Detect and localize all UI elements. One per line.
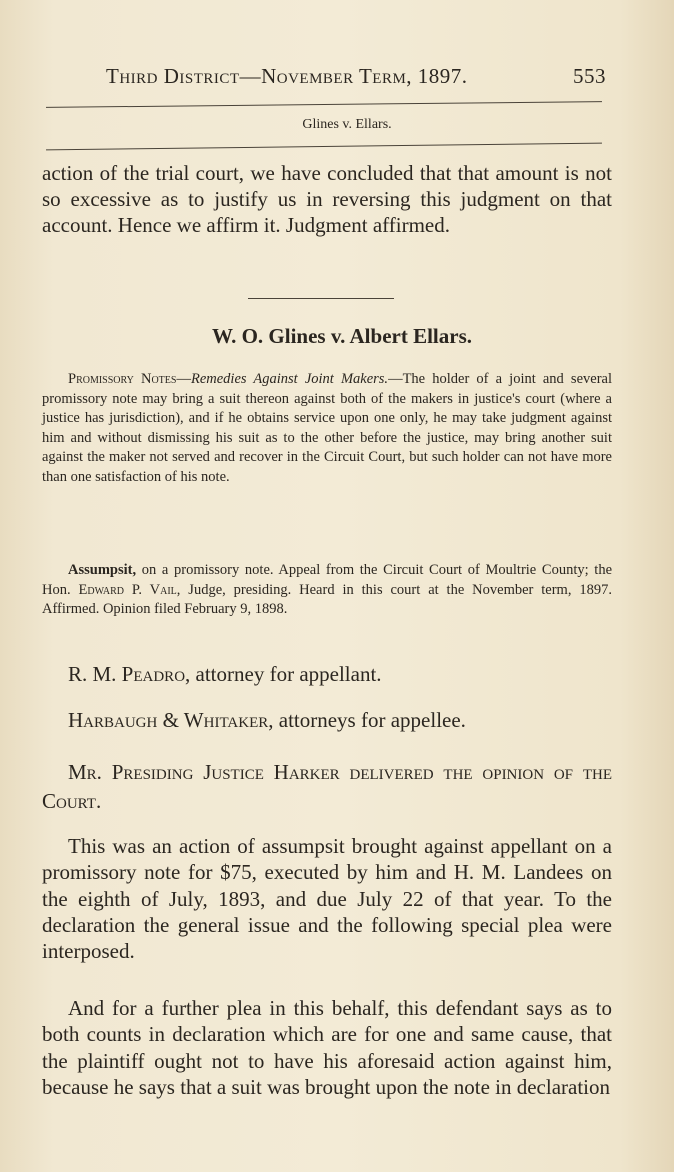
header-year: 1897.: [417, 64, 468, 88]
action-type: Assumpsit,: [68, 562, 137, 578]
appellee-counsel: [42, 708, 612, 733]
counsel-role: , attorneys for appellee.: [268, 708, 466, 732]
counsel-name: Harbaugh & Whitaker: [68, 708, 269, 732]
running-title-rule: [46, 143, 602, 151]
trial-judge: Edward P. Vail: [78, 581, 177, 598]
procedural-history: [42, 561, 612, 620]
running-title: Glines v. Ellars.: [302, 117, 392, 132]
appellant-counsel: [42, 662, 612, 687]
opinion-intro: Mr. Presiding Justice Harker delivered the opinion of the Court.: [42, 760, 612, 813]
procedural-text: on a promissory note. Appeal from the Circuit Court of Moultrie County; the Hon.: [42, 562, 612, 598]
opinion-paragraph: And for a further plea in this behalf, this defendant says as to both counts in declaration which are for one and same cause, that the plaintiff ought not to have his aforesaid action against him, because he says that a suit was brought upon the note in declaration: [42, 996, 612, 1099]
opinion-paragraph: This was an action of assumpsit brought against appellant on a promissory note for $75, executed by him and H. M. Landees on the eighth of July, 1893, and due July 22 of that year. To the declaration the general issue and the following special plea were interposed.: [42, 834, 612, 964]
header-rule: [46, 101, 602, 108]
headnote-topic: Promissory Notes: [68, 371, 177, 387]
case-separator: [248, 298, 394, 299]
procedural-text-2: , Judge, presiding. Heard in this court at the November term, 1897. Affirmed. Opinion filed February 9, 1898.: [42, 581, 612, 618]
headnote-subtopic: Remedies Against Joint Makers.: [190, 371, 389, 387]
header-district: Third District: [106, 64, 240, 88]
case-title: W. O. Glines v. Albert Ellars.: [212, 324, 472, 348]
headnote: Promissory Notes—Remedies Against Joint Makers.—The holder of a joint and several promissory note may bring a suit thereon against both of the makers in justice's court (where a justice has jurisdiction), and if he obtains service upon one only, he may take judgment against him and without dismissing his suit as to the other before the justice, may bring another suit against the maker not served and recover in the Circuit Court, but such holder can not have more than one satisfaction of his note.: [42, 371, 612, 485]
page-header: [106, 64, 606, 89]
page-number: 553: [573, 64, 606, 88]
header-dash: —: [239, 64, 262, 88]
prior-case-conclusion: action of the trial court, we have concluded that that amount is not so excessive as to justify us in reversing this judgment on that account. Hence we affirm it. Judgment affirmed.: [42, 161, 612, 237]
header-title: [106, 64, 468, 89]
headnote-text: —The holder of a joint and several promissory note may bring a suit thereon against both of the makers in justice's court (where a justice has jurisdiction), and if he obtains service upon one only, he may take judgment against him and without dismissing his suit as to the other before the justice, may bring another suit against the maker not served and recover in the Circuit Court, but such holder can not have more than one satisfaction of his note.: [42, 371, 612, 485]
header-term: November Term,: [261, 64, 413, 88]
counsel-name: R. M. Peadro: [68, 662, 186, 686]
counsel-role: , attorney for appellant.: [185, 662, 382, 686]
